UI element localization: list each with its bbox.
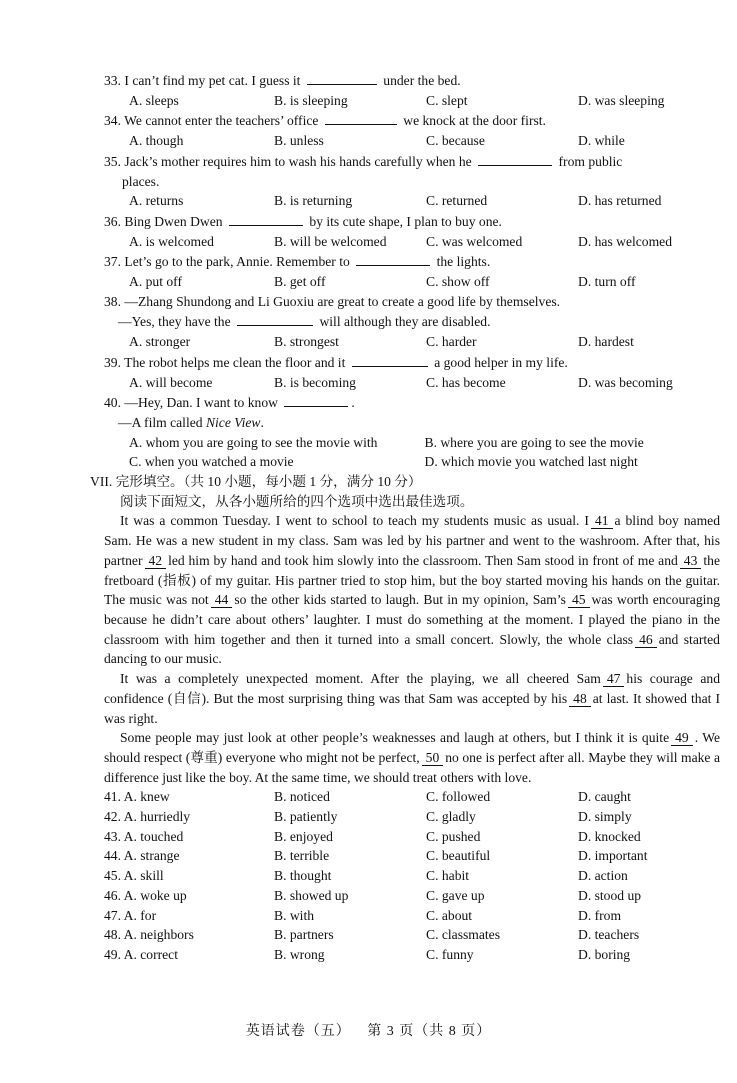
blank-41: 41 xyxy=(591,513,613,529)
answer-row-49: 49. A. correct B. wrong C. funny D. boring xyxy=(104,946,631,962)
question-36: 36. Bing Dwen Dwen by its cute shape, I plan to buy one. xyxy=(104,211,720,232)
exam-content xyxy=(90,70,721,965)
blank-46: 46 xyxy=(635,632,657,648)
dialog-reply: —Yes, they have the will although they are disabled. xyxy=(104,311,720,332)
section-instruction: 阅读下面短文，从各小题所给的四个选项中选出最佳选项。 xyxy=(120,493,474,509)
answer-blank xyxy=(229,211,303,226)
answer-row-42: 42. A. hurriedly B. patiently C. gladly D. simply xyxy=(104,809,632,825)
question-35: 35. Jack’s mother requires him to wash his hands carefully when he from public xyxy=(104,151,720,172)
question-options: A. whom you are going to see the movie with B. where you are going to see the movie xyxy=(129,434,644,450)
question-options: A. put off B. get off C. show off D. turn off xyxy=(129,274,636,290)
question-options: A. returns B. is returning C. returned D. has returned xyxy=(129,193,662,209)
question-options: A. sleeps B. is sleeping C. slept D. was sleeping xyxy=(129,92,665,108)
question-continuation: places. xyxy=(122,173,160,189)
section-title: VII. 完形填空。（共 10 小题，每小题 1 分，满分 10 分） xyxy=(90,474,422,490)
question-33: 33. I can’t find my pet cat. I guess it under the bed. xyxy=(104,70,720,91)
answer-row-44: 44. A. strange B. terrible C. beautiful D. important xyxy=(104,848,648,864)
answer-row-47: 47. A. for B. with C. about D. from xyxy=(104,907,622,923)
answer-blank xyxy=(325,110,397,125)
answer-blank xyxy=(356,251,430,266)
question-options: A. is welcomed B. will be welcomed C. was welcomed D. has welcomed xyxy=(129,233,672,249)
answer-row-41: 41. A. knew B. noticed C. followed D. caught xyxy=(104,789,631,805)
blank-42: 42 xyxy=(145,553,167,569)
question-options: A. stronger B. strongest C. harder D. hardest xyxy=(129,334,634,350)
answer-blank xyxy=(478,151,552,166)
blank-45: 45 xyxy=(568,592,590,608)
footer-page-number: 第 3 页（共 8 页） xyxy=(367,1024,492,1039)
question-40: 40. —Hey, Dan. I want to know . xyxy=(104,392,720,413)
answer-blank xyxy=(237,311,313,326)
passage-paragraph-3: Some people may just look at other people’s weaknesses and laugh at others, but I think it is quite 49 . We should respect (尊重) everyone who might not be perfect, 50 no one is perfect after all. Maybe they will make a difference just like the boy. At the same time, we should treat others with love. xyxy=(104,730,720,785)
blank-47: 47 xyxy=(603,671,625,687)
question-options: C. when you watched a movie D. which movie you watched last night xyxy=(129,454,638,470)
question-37: 37. Let’s go to the park, Annie. Remember to the lights. xyxy=(104,251,720,272)
question-options: A. will become B. is becoming C. has become D. was becoming xyxy=(129,374,673,390)
blank-49: 49 xyxy=(671,730,693,746)
answer-row-46: 46. A. woke up B. showed up C. gave up D. stood up xyxy=(104,887,642,903)
blank-48: 48 xyxy=(569,691,591,707)
passage-paragraph-2: It was a completely unexpected moment. After the playing, we all cheered Sam 47 his courage and confidence (自信). But the most surprising thing was that Sam was accepted by his 48 at last. It showed that I was right. xyxy=(104,671,721,726)
answer-blank xyxy=(284,392,348,407)
footer-exam-title: 英语试卷（五） xyxy=(245,1024,351,1039)
blank-43: 43 xyxy=(680,553,702,569)
passage-paragraph-1: It was a common Tuesday. I went to school to teach my students music as usual. I 41 a blind boy named Sam. He was a new student in my class. Sam was led by his partner and went to the washroom. After that, his partner 42 led him by hand and took him slowly into the classroom. Then Sam stood in front of me and 43 the fretboard (指板) of my guitar. His partner tried to stop him, but the boy started moving his hands on the guitar. The music was not 44 so the other kids started to laugh. But in my opinion, Sam’s 45 was worth encouraging because he didn’t care about others’ laughter. I must do something at the moment. I played the piano in the classroom with him together and then it turned into a small concert. Slowly, the whole class 46 and started dancing to our music. xyxy=(104,513,720,667)
answer-row-48: 48. A. neighbors B. partners C. classmates D. teachers xyxy=(104,927,640,943)
blank-50: 50 xyxy=(422,750,444,766)
page-footer xyxy=(0,1020,737,1040)
answer-row-45: 45. A. skill B. thought C. habit D. action xyxy=(104,868,628,884)
dialog-reply: —A film called Nice View. xyxy=(118,414,264,430)
question-34: 34. We cannot enter the teachers’ office we knock at the door first. xyxy=(104,110,720,131)
question-options: A. though B. unless C. because D. while xyxy=(129,133,625,149)
blank-44: 44 xyxy=(211,592,233,608)
answer-row-43: 43. A. touched B. enjoyed C. pushed D. knocked xyxy=(104,828,641,844)
answer-blank xyxy=(307,70,377,85)
question-38: 38. —Zhang Shundong and Li Guoxiu are great to create a good life by themselves. xyxy=(104,293,561,309)
question-39: 39. The robot helps me clean the floor and it a good helper in my life. xyxy=(104,352,720,373)
answer-blank xyxy=(352,352,428,367)
